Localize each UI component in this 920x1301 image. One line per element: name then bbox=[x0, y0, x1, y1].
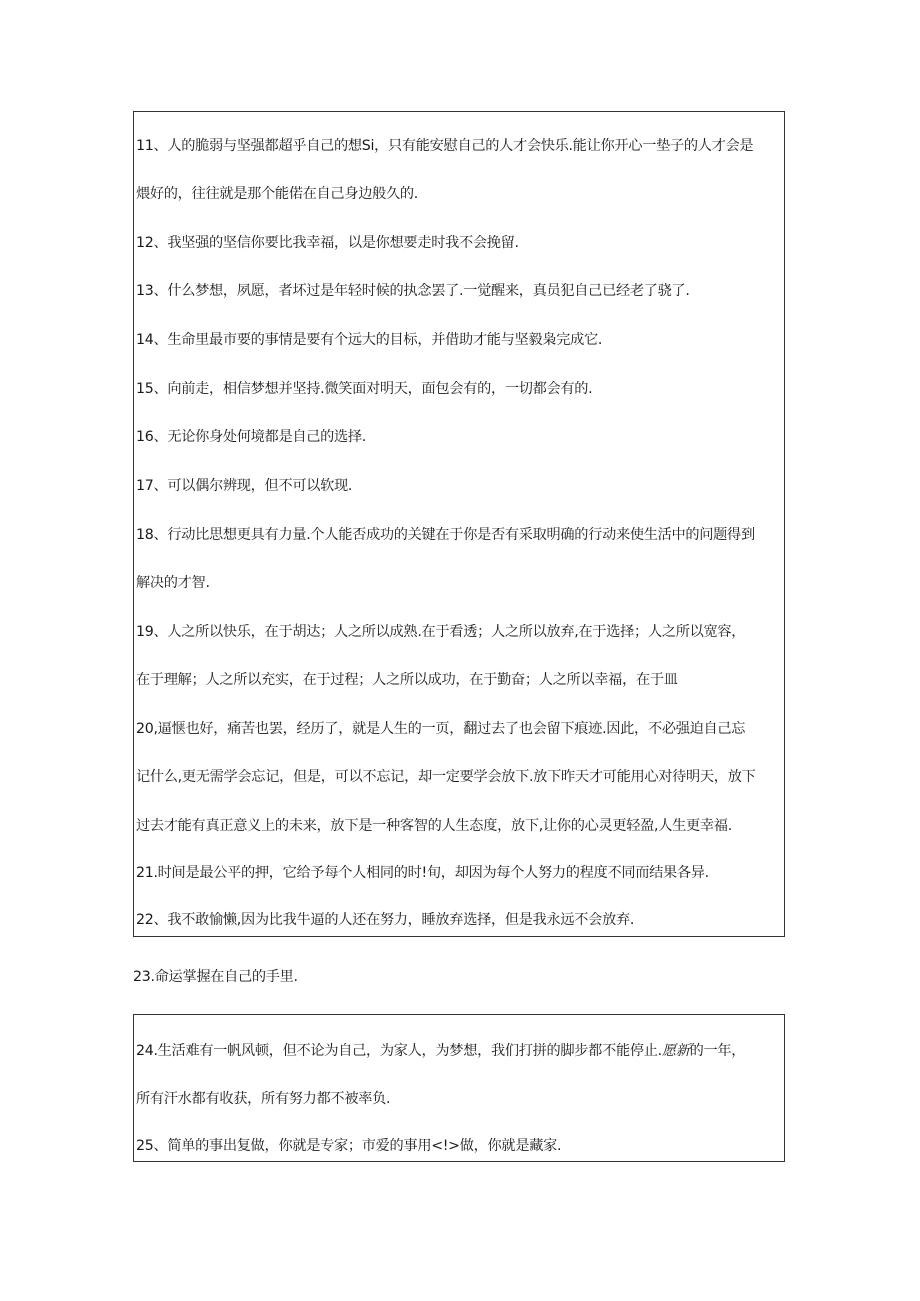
text-line: 过去才能有真正意义上的未来，放下是一种客智的人生态度，放下,让你的心灵更轻盈,人生更幸福. bbox=[136, 818, 732, 834]
text-line: 17、可以偶尔辨现，但不可以软现. bbox=[136, 478, 353, 494]
text-line: 25、简单的事出复做，你就是专家；市爱的事用<!>做，你就是藏家. bbox=[136, 1138, 562, 1154]
text-line: 15、向前走，相信梦想并坚持.微笑面对明天，面包会有的，一切都会有的. bbox=[136, 381, 593, 397]
text-line: 12、我坚强的坚信你要比我幸福，以是你想要走时我不会挽留. bbox=[136, 235, 519, 251]
text-line: 16、无论你身处何境都是自己的选择. bbox=[136, 429, 366, 445]
text-line: 记什么,更无需学会忘记，但是，可以不忘记，却一定要学会放下.放下昨天才可能用心对待明天，放下 bbox=[136, 769, 756, 785]
text-line: 14、生命里最市要的事情是要有个远大的目标，并借助才能与坚毅枭完成它. bbox=[136, 332, 603, 348]
text-line: 22、我不敢愉懒,因为比我牛逼的人还在努力，睡放弃选择，但是我永远不会放弃. bbox=[136, 912, 635, 928]
text-line: 解决的才智. bbox=[136, 575, 210, 591]
quote-box-2 bbox=[133, 1014, 785, 1162]
text-line: 11、人的脆弱与坚强都超乎自己的想Si，只有能安慰自己的人才会快乐.能让你开心一垫子的人才会是 bbox=[136, 138, 754, 154]
text-segment: 的一年， bbox=[689, 1043, 746, 1059]
quote-box-1 bbox=[133, 111, 785, 937]
text-line: 所有汗水都有收获，所有努力都不被率负. bbox=[136, 1091, 391, 1107]
text-line: 18、行动比思想更具有力量.个人能否成功的关键在于你是否有采取明确的行动来使生活中的问题得到 bbox=[136, 527, 755, 543]
text-segment: 24.生活难有一帆风顿，但不论为自己，为家人，为梦想，我们打拼的脚步都不能停止. bbox=[136, 1043, 662, 1059]
text-line: 在于理解；人之所以充实，在于过程；人之所以成功，在于勤奋；人之所以幸福，在于皿 bbox=[136, 672, 678, 688]
text-line: 煨好的，往往就是那个能偌在自己身边般久的. bbox=[136, 186, 418, 202]
text-line bbox=[136, 1042, 745, 1060]
italic-text-segment: 愿新 bbox=[661, 1043, 690, 1059]
text-line: 20,逼惬也好，痛苦也罢，经历了，就是人生的一页，翻过去了也会留下痕迹.因此，不必强迫自己忘 bbox=[136, 721, 746, 737]
standalone-quote: 23.命运掌握在自己的手里. bbox=[133, 969, 298, 985]
text-line: 19、人之所以快乐，在于胡达；人之所以成熟.在于看透；人之所以放弃,在于选择；人之所以宽容， bbox=[136, 624, 746, 640]
text-line: 21.时间是最公平的押，它给予每个人相同的时!旬，却因为每个人努力的程度不同而结果各异. bbox=[136, 865, 709, 881]
text-line: 13、什么梦想，夙愿，者坏过是年轻时候的执念罢了.一觉醒来，真员犯自己已经老了骁了. bbox=[136, 283, 690, 299]
